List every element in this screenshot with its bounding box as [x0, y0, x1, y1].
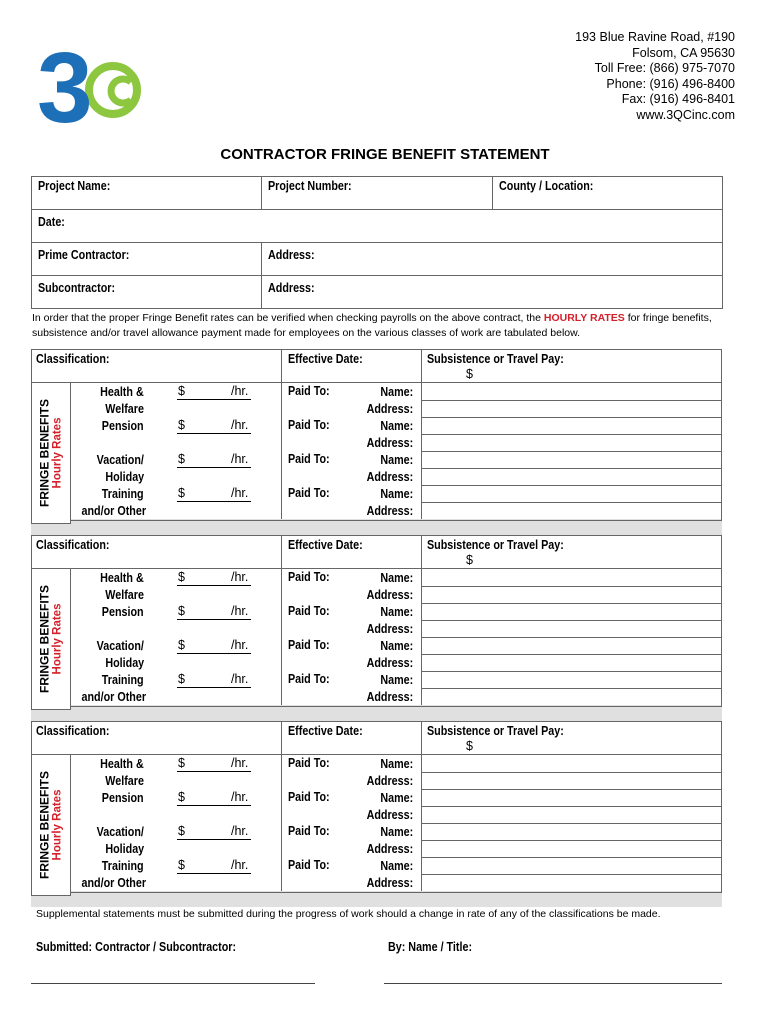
rate-input-line[interactable] [177, 873, 251, 874]
per-hour-label: /hr. [231, 384, 249, 398]
payee-labels: Name: Address: [366, 673, 413, 704]
prime-address-field[interactable] [262, 243, 723, 276]
rate-dollar: $ [178, 486, 185, 500]
rate-dollar: $ [178, 756, 185, 770]
payee-labels: Name: Address: [366, 639, 413, 670]
company-contact [575, 30, 735, 124]
date-field[interactable] [32, 210, 723, 243]
supplemental-note: Supplemental statements must be submitted during the progress of work should a change in rate of any of the classifications be made. [36, 908, 661, 920]
payee-labels: Name: Address: [366, 571, 413, 602]
fringe-benefits-label: FRINGE BENEFITS [37, 770, 52, 880]
company-fax: Fax: (916) 496-8401 [621, 92, 735, 107]
per-hour-label: /hr. [231, 638, 249, 652]
intro-before: In order that the proper Fringe Benefit rates can be verified when checking payrolls on the above contract, the [32, 312, 544, 324]
prime-contractor-label: Prime Contractor: [38, 248, 130, 262]
rate-dollar: $ [178, 418, 185, 432]
rate-input-line[interactable] [177, 839, 251, 840]
payee-labels: Name: Address: [366, 453, 413, 484]
fringe-benefits-label: FRINGE BENEFITS [37, 398, 52, 508]
paid-to-label: Paid To: [288, 418, 330, 432]
prime-address-label: Address: [268, 248, 315, 262]
company-website[interactable]: www.3QCinc.com [636, 107, 735, 122]
subcontractor-label: Subcontractor: [38, 281, 116, 295]
company-address1: 193 Blue Ravine Road, #190 [575, 30, 735, 44]
benefit-name: Pension [102, 605, 144, 619]
county-field[interactable] [493, 177, 723, 210]
per-hour-label: /hr. [231, 418, 249, 432]
payee-labels: Name: Address: [366, 859, 413, 890]
benefit-name: Health & Welfare [100, 571, 144, 602]
company-address2: Folsom, CA 95630 [632, 45, 735, 60]
payee-labels: Name: Address: [366, 605, 413, 636]
benefit-name: Vacation/ Holiday [96, 825, 144, 856]
classification-label: Classification: [36, 724, 110, 738]
rate-dollar: $ [178, 790, 185, 804]
paid-to-label: Paid To: [288, 604, 330, 618]
rate-dollar: $ [178, 638, 185, 652]
intro-text [32, 311, 732, 341]
paid-to-label: Paid To: [288, 638, 330, 652]
fringe-side-box [31, 754, 71, 896]
per-hour-label: /hr. [231, 756, 249, 770]
fringe-side-box [31, 382, 71, 524]
payee-labels: Name: Address: [366, 757, 413, 788]
per-hour-label: /hr. [231, 790, 249, 804]
project-name-label: Project Name: [38, 179, 111, 193]
rate-dollar: $ [178, 384, 185, 398]
effective-date-label: Effective Date: [288, 538, 363, 552]
sub-address-field[interactable] [262, 276, 723, 309]
header-fields [31, 176, 723, 309]
paid-to-label: Paid To: [288, 790, 330, 804]
effective-date-label: Effective Date: [288, 352, 363, 366]
benefit-name: Training and/or Other [81, 487, 147, 518]
rate-input-line[interactable] [177, 771, 251, 772]
rate-input-line[interactable] [177, 467, 251, 468]
rate-input-line[interactable] [177, 433, 251, 434]
benefit-name: Training and/or Other [81, 673, 147, 704]
rate-input-line[interactable] [177, 399, 251, 400]
project-number-field[interactable] [262, 177, 493, 210]
paid-to-label: Paid To: [288, 672, 330, 686]
page-title: CONTRACTOR FRINGE BENEFIT STATEMENT [220, 146, 550, 163]
hourly-rates-label: Hourly Rates [51, 789, 64, 861]
payee-labels: Name: Address: [366, 419, 413, 450]
per-hour-label: /hr. [231, 604, 249, 618]
county-label: County / Location: [499, 179, 594, 193]
paid-to-label: Paid To: [288, 570, 330, 584]
subcontractor-field[interactable] [32, 276, 262, 309]
intro-highlight: HOURLY RATES [543, 312, 625, 324]
rate-dollar: $ [178, 672, 185, 686]
hourly-rates-label: Hourly Rates [51, 603, 64, 675]
company-phone: Phone: (916) 496-8400 [606, 76, 735, 91]
project-name-field[interactable] [32, 177, 262, 210]
paid-to-label: Paid To: [288, 824, 330, 838]
benefit-name: Training and/or Other [81, 859, 147, 890]
payee-labels: Name: Address: [366, 487, 413, 518]
per-hour-label: /hr. [231, 570, 249, 584]
per-hour-label: /hr. [231, 486, 249, 500]
paid-to-label: Paid To: [288, 452, 330, 466]
paid-to-label: Paid To: [288, 858, 330, 872]
benefit-name: Health & Welfare [100, 757, 144, 788]
subsistence-label: Subsistence or Travel Pay: [427, 538, 564, 552]
per-hour-label: /hr. [231, 858, 249, 872]
signature-line-name[interactable] [384, 983, 722, 984]
paid-to-label: Paid To: [288, 486, 330, 500]
classification-label: Classification: [36, 538, 110, 552]
rate-input-line[interactable] [177, 501, 251, 502]
rate-input-line[interactable] [177, 585, 251, 586]
rate-dollar: $ [178, 604, 185, 618]
intro-after: for fringe benefits, subsistence and/or travel allowance payment made for employees on the various classes of work are tabulated below. [32, 312, 712, 339]
paid-to-label: Paid To: [288, 756, 330, 770]
project-number-label: Project Number: [268, 179, 352, 193]
benefit-name: Health & Welfare [100, 385, 144, 416]
subsistence-label: Subsistence or Travel Pay: [427, 352, 564, 366]
subsistence-dollar: $ [466, 739, 473, 753]
subsistence-dollar: $ [466, 553, 473, 567]
subsistence-label: Subsistence or Travel Pay: [427, 724, 564, 738]
rate-input-line[interactable] [177, 687, 251, 688]
rate-input-line[interactable] [177, 653, 251, 654]
rate-dollar: $ [178, 858, 185, 872]
benefit-name: Vacation/ Holiday [96, 453, 144, 484]
benefit-name: Pension [102, 419, 144, 433]
subsistence-dollar: $ [466, 367, 473, 381]
fringe-side-box [31, 568, 71, 710]
section-shade [31, 891, 722, 907]
hourly-rates-label: Hourly Rates [51, 417, 64, 489]
classification-label: Classification: [36, 352, 110, 366]
svg-text:3: 3 [37, 32, 93, 130]
rate-dollar: $ [178, 824, 185, 838]
date-label: Date: [38, 215, 65, 229]
benefit-name: Pension [102, 791, 144, 805]
per-hour-label: /hr. [231, 452, 249, 466]
signature-line-contractor[interactable] [31, 983, 315, 984]
by-label: By: Name / Title: [388, 940, 473, 954]
per-hour-label: /hr. [231, 672, 249, 686]
company-toll-free: Toll Free: (866) 975-7070 [594, 61, 735, 76]
effective-date-label: Effective Date: [288, 724, 363, 738]
benefit-name: Vacation/ Holiday [96, 639, 144, 670]
sub-address-label: Address: [268, 281, 315, 295]
payee-labels: Name: Address: [366, 385, 413, 416]
company-logo [35, 30, 147, 130]
payee-labels: Name: Address: [366, 791, 413, 822]
rate-dollar: $ [178, 452, 185, 466]
paid-to-label: Paid To: [288, 384, 330, 398]
fringe-benefits-label: FRINGE BENEFITS [37, 584, 52, 694]
rate-dollar: $ [178, 570, 185, 584]
section-shade [31, 519, 722, 535]
rate-input-line[interactable] [177, 619, 251, 620]
payee-labels: Name: Address: [366, 825, 413, 856]
submitted-label: Submitted: Contractor / Subcontractor: [36, 940, 237, 954]
rate-input-line[interactable] [177, 805, 251, 806]
per-hour-label: /hr. [231, 824, 249, 838]
prime-contractor-field[interactable] [32, 243, 262, 276]
section-shade [31, 705, 722, 721]
